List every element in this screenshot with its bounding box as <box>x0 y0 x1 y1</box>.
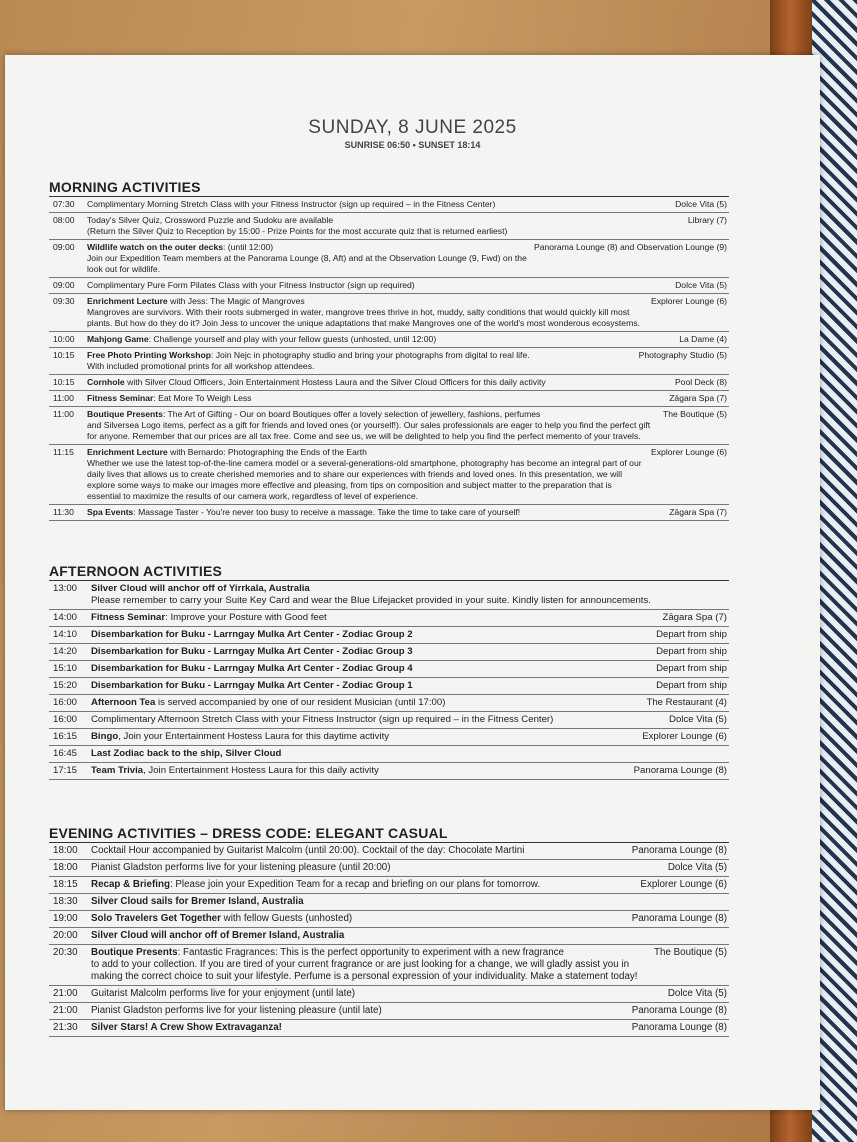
schedule-row <box>49 712 729 729</box>
event-description <box>91 629 656 641</box>
event-time: 19:00 <box>53 913 78 924</box>
event-venue: Explorer Lounge (6) <box>642 731 727 742</box>
event-time: 10:15 <box>53 377 75 387</box>
morning-list <box>49 197 729 521</box>
event-description <box>87 350 639 372</box>
event-highlight: Solo Travelers Get Together <box>91 913 221 924</box>
event-venue: Photography Studio (5) <box>638 350 727 360</box>
schedule-row <box>49 746 729 763</box>
event-venue: Panorama Lounge (8) <box>633 765 727 776</box>
event-venue: Zāgara Spa (7) <box>669 393 727 403</box>
event-highlight: Disembarkation for Buku - Larrngay Mulka Art Center - Zodiac Group 2 <box>91 629 413 640</box>
event-time: 18:00 <box>53 845 78 856</box>
event-highlight: Boutique Presents <box>91 947 178 958</box>
event-text: Pianist Gladston performs live for your listening pleasure (until late) <box>91 1005 382 1016</box>
event-highlight: Silver Stars! A Crew Show Extravaganza! <box>91 1022 282 1033</box>
event-venue: The Restaurant (4) <box>646 697 727 708</box>
schedule-row <box>49 894 729 911</box>
event-time: 14:00 <box>53 612 78 623</box>
event-venue <box>727 748 729 760</box>
sunrise-sunset: SUNRISE 06:50 • SUNSET 18:14 <box>344 140 481 150</box>
event-description <box>91 612 662 624</box>
event-time: 10:15 <box>53 350 75 360</box>
event-time: 11:00 <box>53 393 74 403</box>
event-venue: Zāgara Spa (7) <box>669 507 727 517</box>
event-text: : Please join your Expedition Team for a recap and briefing on our plans for tomorrow. <box>169 879 541 890</box>
event-description <box>91 1022 632 1034</box>
schedule-row <box>49 729 729 746</box>
event-time: 20:30 <box>53 947 78 958</box>
event-time: 18:30 <box>53 896 78 907</box>
event-time: 11:30 <box>53 507 74 517</box>
schedule-row <box>49 911 729 928</box>
event-time: 15:10 <box>53 663 78 674</box>
page-title: SUNDAY, 8 JUNE 2025 <box>308 117 517 138</box>
event-time: 09:30 <box>53 296 75 306</box>
event-venue: Explorer Lounge (6) <box>640 879 727 890</box>
event-highlight: Disembarkation for Buku - Larrngay Mulka Art Center - Zodiac Group 3 <box>91 646 413 657</box>
event-details: to add to your collection. If you are tired of your current fragrance or are just looking for a change, we will gladly assist you in making the correct choice to suit your lifestyle. Perfume is a personal expression of your individuality. Make a statement today! <box>91 959 638 982</box>
event-description <box>91 988 668 1000</box>
event-description <box>87 447 651 502</box>
event-description <box>87 377 675 388</box>
event-details: and Silversea Logo items, perfect as a gift for friends and loved ones (or yourself!). Our sales professionals are eager to help you find the perfect gift for anyone. Remember that our prices are all tax free. Come and see us, we will be delighted to help you find the perfect memento of your travels. <box>87 420 651 441</box>
event-text: Complimentary Afternoon Stretch Class with your Fitness Instructor (sign up required – in the Fitness Center) <box>91 714 554 725</box>
event-venue: Panorama Lounge (8) <box>631 913 727 924</box>
event-details: Mangroves are survivors. With their roots submerged in water, mangrove trees thrive in hot, muddy, salty conditions that would quickly kill most plants. But how do they do it? Join Jess to uncover the unique adaptations that make Mangroves one of the world's most wonderous ecosystems. <box>87 307 640 328</box>
event-time: 21:30 <box>53 1022 78 1033</box>
schedule-row <box>49 763 729 780</box>
event-description <box>91 583 727 607</box>
event-venue: Pool Deck (8) <box>674 377 727 387</box>
event-time: 10:00 <box>53 334 75 344</box>
schedule-row <box>49 644 729 661</box>
event-venue: Dolce Vita (5) <box>667 988 727 999</box>
event-venue: Panorama Lounge (8) and Observation Lounge (9) <box>533 242 727 252</box>
event-time: 11:00 <box>53 409 74 419</box>
event-highlight: Recap & Briefing <box>91 879 170 890</box>
event-description <box>91 697 646 709</box>
event-description <box>91 765 634 777</box>
event-venue: Depart from ship <box>656 680 727 691</box>
event-venue: Explorer Lounge (6) <box>651 447 727 457</box>
event-time: 16:00 <box>53 697 78 708</box>
event-description <box>91 680 656 692</box>
event-highlight: Team Trivia <box>91 765 144 776</box>
event-details: Please remember to carry your Suite Key Card and wear the Blue Lifejacket provided in your suite. Kindly listen for announcements. <box>91 595 651 606</box>
schedule-row <box>49 678 729 695</box>
event-highlight: Mahjong Game <box>87 334 149 344</box>
schedule-row <box>49 348 729 375</box>
event-time: 09:00 <box>53 242 75 252</box>
event-venue: Panorama Lounge (8) <box>631 1005 727 1016</box>
event-highlight: Free Photo Printing Workshop <box>87 350 211 360</box>
event-highlight: Last Zodiac back to the ship, Silver Cloud <box>91 748 282 759</box>
schedule-row <box>49 1003 729 1020</box>
schedule-row <box>49 505 729 521</box>
event-text: : Massage Taster - You're never too busy to receive a massage. Take the time to take care of yourself! <box>133 507 521 517</box>
event-venue <box>727 930 729 942</box>
event-highlight: Silver Cloud will anchor off of Yirrkala, Australia <box>91 583 310 594</box>
event-description <box>91 896 727 908</box>
afternoon-section <box>49 563 729 780</box>
event-text: : (until 12:00) <box>223 242 274 252</box>
event-description <box>87 334 679 345</box>
event-venue: The Boutique (5) <box>654 947 727 958</box>
event-description <box>87 296 651 329</box>
event-venue: Panorama Lounge (8) <box>631 1022 727 1033</box>
event-time: 16:15 <box>53 731 78 742</box>
schedule-row <box>49 860 729 877</box>
event-text: Complimentary Morning Stretch Class with your Fitness Instructor (sign up required – in the Fitness Center) <box>87 199 496 209</box>
event-text: : Join Nejc in photography studio and bring your photographs from digital to real life. <box>210 350 530 360</box>
event-description <box>91 748 727 760</box>
event-venue <box>727 583 729 607</box>
event-highlight: Cornhole <box>87 377 125 387</box>
event-time: 20:00 <box>53 930 78 941</box>
event-time: 17:15 <box>53 765 78 776</box>
event-time: 09:00 <box>53 280 75 290</box>
event-description <box>91 1005 632 1017</box>
program-header <box>5 117 820 150</box>
event-text: : Challenge yourself and play with your fellow guests (unhosted, until 12:00) <box>148 334 437 344</box>
event-text: Today's Silver Quiz, Crossword Puzzle and Sudoku are available <box>87 215 334 225</box>
event-text: is served accompanied by one of our resident Musician (until 17:00) <box>155 697 446 708</box>
event-time: 21:00 <box>53 988 78 999</box>
event-time: 13:00 <box>53 583 78 594</box>
event-text: : Fantastic Fragrances: This is the perfect opportunity to experiment with a new fragrance <box>177 947 564 958</box>
event-venue: Dolce Vita (5) <box>675 280 727 290</box>
event-venue: Panorama Lounge (8) <box>631 845 727 856</box>
schedule-row <box>49 877 729 894</box>
event-highlight: Disembarkation for Buku - Larrngay Mulka Art Center - Zodiac Group 4 <box>91 663 413 674</box>
event-time: 07:30 <box>53 199 75 209</box>
event-text: with Bernardo: Photographing the Ends of the Earth <box>167 447 367 457</box>
event-time: 16:00 <box>53 714 78 725</box>
event-time: 18:15 <box>53 879 78 890</box>
schedule-row <box>49 843 729 860</box>
event-description <box>87 393 669 404</box>
schedule-row <box>49 213 729 240</box>
event-time: 08:00 <box>53 215 75 225</box>
event-time: 14:20 <box>53 646 78 657</box>
event-text: , Join your Entertainment Hostess Laura for this daytime activity <box>118 731 390 742</box>
event-text: , Join Entertainment Hostess Laura for this daily activity <box>143 765 379 776</box>
event-text: : Eat More To Weigh Less <box>153 393 252 403</box>
event-description <box>91 714 669 726</box>
event-highlight: Afternoon Tea <box>91 697 156 708</box>
schedule-row <box>49 197 729 213</box>
event-description <box>91 862 668 874</box>
schedule-row <box>49 1020 729 1037</box>
event-details: Join our Expedition Team members at the Panorama Lounge (8, Aft) and at the Observation Lounge (9, Fwd) on the look out for wildlife. <box>87 253 527 274</box>
event-text: Pianist Gladston performs live for your listening pleasure (until 20:00) <box>91 862 391 873</box>
event-venue: Depart from ship <box>656 646 727 657</box>
event-highlight: Disembarkation for Buku - Larrngay Mulka Art Center - Zodiac Group 1 <box>91 680 413 691</box>
event-details: Whether we use the latest top-of-the-line camera model or a several-generations-old smartphone, photography has become an integral part of our daily lives that allows us to create cherished memories and to share our experiences with friends and loved ones. In this presentation, we will explore some ways to make our images more effective and pleasing, from tips on composition and subject matter to the preparation that is essential to maximize the results of our camera work, regardless of level of experience. <box>87 458 642 501</box>
morning-section <box>49 179 729 521</box>
event-text: with fellow Guests (unhosted) <box>220 913 353 924</box>
schedule-row <box>49 407 729 445</box>
event-description <box>91 947 654 983</box>
event-highlight: Spa Events <box>87 507 134 517</box>
event-highlight: Fitness Seminar <box>91 612 166 623</box>
schedule-row <box>49 610 729 627</box>
event-highlight: Wildlife watch on the outer decks <box>87 242 224 252</box>
event-venue: Explorer Lounge (6) <box>651 296 727 306</box>
event-description <box>87 507 669 518</box>
event-time: 14:10 <box>53 629 78 640</box>
event-details: With included promotional prints for all workshop attendees. <box>87 361 315 371</box>
event-venue: The Boutique (5) <box>662 409 727 419</box>
event-description <box>91 731 642 743</box>
schedule-row <box>49 986 729 1003</box>
event-highlight: Enrichment Lecture <box>87 296 168 306</box>
event-highlight: Boutique Presents <box>87 409 163 419</box>
schedule-row <box>49 375 729 391</box>
schedule-row <box>49 695 729 712</box>
schedule-row <box>49 278 729 294</box>
event-venue: La Dame (4) <box>679 334 727 344</box>
evening-list <box>49 843 729 1037</box>
event-time: 11:15 <box>53 447 74 457</box>
event-venue: Depart from ship <box>656 663 727 674</box>
event-text: : The Art of Gifting - Our on board Boutiques offer a lovely selection of jewellery, fashions, perfumes <box>162 409 541 419</box>
event-description <box>87 280 675 291</box>
event-highlight: Silver Cloud sails for Bremer Island, Australia <box>91 896 304 907</box>
event-time: 16:45 <box>53 748 78 759</box>
daily-program-sheet <box>5 55 820 1110</box>
evening-title: EVENING ACTIVITIES – DRESS CODE: ELEGANT CASUAL <box>49 825 729 843</box>
event-text: with Jess: The Magic of Mangroves <box>167 296 305 306</box>
event-venue: Dolce Vita (5) <box>675 199 727 209</box>
event-description <box>91 845 632 857</box>
event-highlight: Silver Cloud will anchor off of Bremer Island, Australia <box>91 930 345 941</box>
event-venue: Dolce Vita (5) <box>669 714 727 725</box>
event-description <box>87 215 688 237</box>
event-text: with Silver Cloud Officers, Join Entertainment Hostess Laura and the Silver Cloud Officers for this daily activity <box>124 377 546 387</box>
event-text: Complimentary Pure Form Pilates Class with your Fitness Instructor (sign up required) <box>87 280 415 290</box>
schedule-row <box>49 661 729 678</box>
schedule-row <box>49 945 729 986</box>
afternoon-title: AFTERNOON ACTIVITIES <box>49 563 729 581</box>
event-description <box>91 663 656 675</box>
event-venue: Library (7) <box>687 215 727 225</box>
event-highlight: Bingo <box>91 731 119 742</box>
event-description <box>91 930 727 942</box>
event-time: 18:00 <box>53 862 78 873</box>
schedule-row <box>49 294 729 332</box>
schedule-row <box>49 445 729 505</box>
event-venue: Depart from ship <box>656 629 727 640</box>
event-venue: Dolce Vita (5) <box>667 862 727 873</box>
event-description <box>87 199 675 210</box>
schedule-row <box>49 391 729 407</box>
schedule-row <box>49 627 729 644</box>
morning-title: MORNING ACTIVITIES <box>49 179 729 197</box>
schedule-row <box>49 581 729 610</box>
event-highlight: Enrichment Lecture <box>87 447 168 457</box>
schedule-row <box>49 928 729 945</box>
event-description <box>91 646 656 658</box>
event-time: 21:00 <box>53 1005 78 1016</box>
schedule-row <box>49 332 729 348</box>
schedule-row <box>49 240 729 278</box>
afternoon-list <box>49 581 729 780</box>
event-description <box>87 409 663 442</box>
event-venue <box>727 896 729 908</box>
event-text: Guitarist Malcolm performs live for your enjoyment (until late) <box>91 988 356 999</box>
evening-section <box>49 825 729 1037</box>
event-text: Cocktail Hour accompanied by Guitarist Malcolm (until 20:00). Cocktail of the day: Chocolate Martini <box>91 845 525 856</box>
event-venue: Zāgara Spa (7) <box>662 612 727 623</box>
event-highlight: Fitness Seminar <box>87 393 154 403</box>
event-details: (Return the Silver Quiz to Reception by 15:00 - Prize Points for the most accurate quiz that is returned earliest) <box>87 226 508 236</box>
event-description <box>87 242 534 275</box>
event-text: : Improve your Posture with Good feet <box>165 612 327 623</box>
event-description <box>91 913 632 925</box>
event-time: 15:20 <box>53 680 78 691</box>
event-description <box>91 879 640 891</box>
